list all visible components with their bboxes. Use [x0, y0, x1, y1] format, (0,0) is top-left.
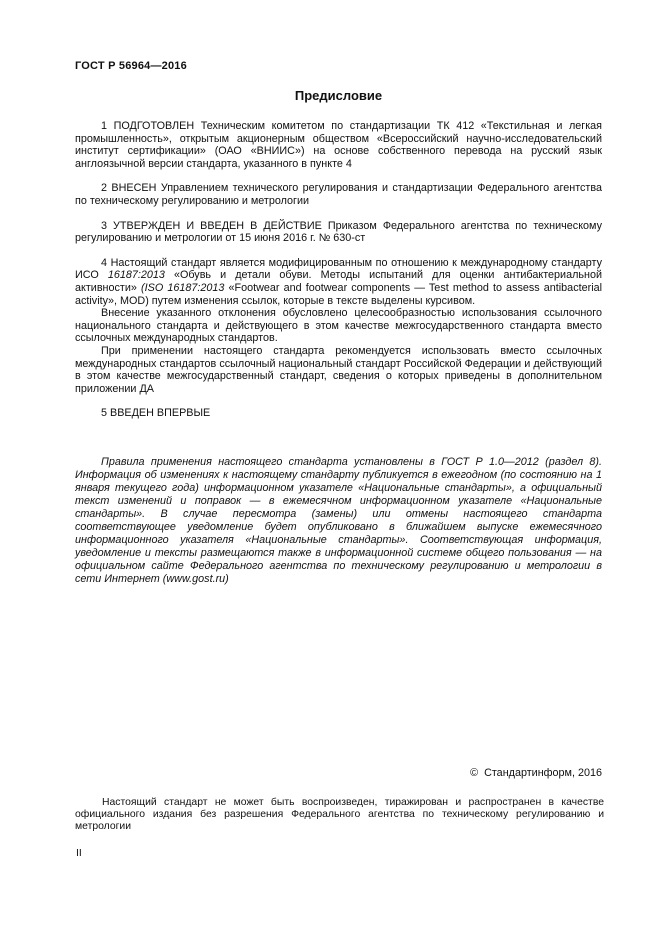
foreword-item-3: 3 УТВЕРЖДЕН И ВВЕДЕН В ДЕЙСТВИЕ Приказом Федерального агентства по техническому регулированию и метрологии от 15 июня 2016 г. № 630-ст — [75, 219, 602, 245]
foreword-item-5: 5 ВВЕДЕН ВПЕРВЫЕ — [101, 407, 211, 420]
foreword-item-2: 2 ВНЕСЕН Управлением технического регулирования и стандартизации Федерального агентства по техническому регулированию и метрологии — [75, 182, 602, 207]
iso-ref-ru-italic: 16187:2013 — [107, 269, 165, 282]
iso-title-ru: «Обувь и детали обуви. Методы испытаний для оценки антибактериальной активности» — [75, 269, 603, 294]
foreword-item-4 — [75, 257, 602, 307]
iso-title-en: «Footwear and footwear components — Test method to assess antibacterial activity», MOD) путем изменения ссылок, которые в тексте выделены курсивом. — [75, 281, 602, 307]
page-title: Предисловие — [294, 88, 383, 103]
item4-lead-text: 4 Настоящий стандарт является модифицированным по отношению к международному стандарту ИСО — [75, 256, 602, 282]
foreword-section — [75, 88, 602, 586]
foreword-item-4-paragraph-2: Внесение указанного отклонения обусловлено целесообразностью использования ссылочного национального стандарта и действующего в этом качестве межгосударственного стандарта вместо ссылочных международных стандартов. — [75, 307, 602, 345]
application-rules-notice: Правила применения настоящего стандарта установлены в ГОСТ Р 1.0—2012 (раздел 8). Информация об изменениях к настоящему стандарту публикуется в ежегодном (по состоянию на 1 января текущего года) информационном указателе «Национальные стандарты», а официальный текст изменений и поправок — в ежемесячном информационном указателе «Национальные стандарты». В случае пересмотра (замены) или отмены настоящего стандарта соответствующее уведомление будет опубликовано в ближайшем выпуске ежемесячного информационного указателя «Национальные стандарты». Соответствующая информация, уведомление и тексты размещаются также в информационной системе общего пользования — на официальном сайте Федерального агентства по техническому регулированию и метрологии в сети Интернет (www.gost.ru) — [75, 455, 602, 585]
document-code: ГОСТ Р 56964—2016 — [75, 60, 187, 72]
iso-ref-en-italic: (ISO 16187:2013 — [141, 281, 225, 294]
reproduction-restriction-note: Настоящий стандарт не может быть воспроизведен, тиражирован и распространен в качестве официального издания без разрешения Федерального агентства по техническому регулированию и метрологии — [75, 797, 604, 832]
page-number: II — [76, 847, 82, 859]
copyright-line: © Стандартинформ, 2016 — [470, 767, 602, 779]
foreword-item-4-paragraph-3: При применении настоящего стандарта рекомендуется использовать вместо ссылочных международных стандартов ссылочный национальный стандарт Российской Федерации и действующий в этом качестве межгосударственный стандарт, сведения о которых приведены в дополнительном приложении ДА — [75, 344, 602, 395]
foreword-item-1: 1 ПОДГОТОВЛЕН Техническим комитетом по стандартизации ТК 412 «Текстильная и легкая промышленность», открытым акционерным обществом «Всероссийский научно-исследовательский институт сертификации» (ОАО «ВНИИС») на основе собственного перевода на русский язык англоязычной версии стандарта, указанного в пункте 4 — [75, 120, 602, 170]
